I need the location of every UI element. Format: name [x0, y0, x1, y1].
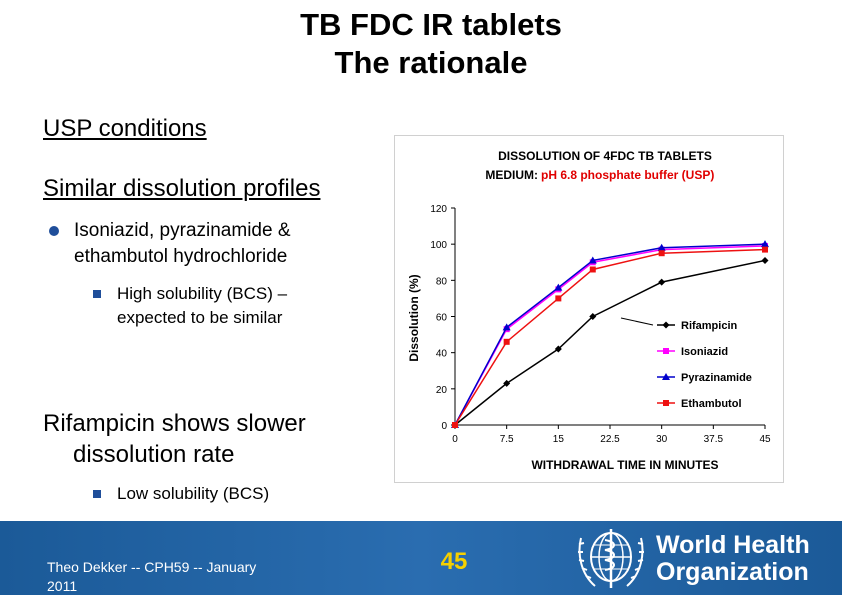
heading-line: dissolution rate — [73, 441, 235, 468]
chart-y-tick-label: 20 — [435, 384, 447, 396]
heading-similar-profiles: Similar dissolution profiles — [43, 175, 321, 202]
chart-y-tick-label: 100 — [430, 240, 447, 252]
chart-medium-value: pH 6.8 phosphate buffer (USP) — [541, 168, 715, 182]
chart-data-point — [663, 348, 669, 354]
chart-legend-label: Ethambutol — [681, 398, 742, 410]
chart-data-point — [762, 247, 768, 253]
slide-title-line2: The rationale — [334, 45, 528, 80]
bullet-line: ethambutol hydrochloride — [74, 246, 288, 267]
footer-author — [47, 558, 256, 596]
chart-legend-label: Rifampicin — [681, 320, 738, 332]
bullet-line: Isoniazid, pyrazinamide & — [74, 220, 291, 241]
chart-x-tick-label: 37.5 — [703, 434, 724, 445]
bullet-dot-icon — [49, 226, 59, 236]
chart-x-tick-label: 0 — [452, 434, 458, 445]
sub-bullet-low-solubility: Low solubility (BCS) — [117, 484, 270, 503]
chart-y-tick-label: 40 — [435, 348, 447, 360]
bullet-item-drugs — [74, 218, 291, 270]
sub-bullet-square-icon — [93, 290, 101, 298]
chart-legend-label: Isoniazid — [681, 346, 729, 358]
sub-bullet-line: expected to be similar — [117, 308, 283, 327]
slide-title — [0, 6, 842, 82]
chart-data-point — [590, 266, 596, 272]
chart-plot-area — [430, 204, 771, 445]
chart-x-tick-label: 30 — [656, 434, 668, 445]
dissolution-chart-panel — [394, 135, 784, 483]
chart-data-point — [555, 295, 561, 301]
chart-data-point — [659, 250, 665, 256]
chart-x-tick-label: 22.5 — [600, 434, 620, 445]
chart-title-line1: DISSOLUTION OF 4FDC TB TABLETS — [498, 149, 712, 163]
chart-medium-label: MEDIUM: — [485, 168, 538, 182]
chart-data-point — [663, 322, 670, 329]
chart-y-tick-label: 0 — [441, 421, 447, 432]
chart-x-tick-label: 15 — [552, 434, 564, 445]
chart-x-tick-label: 45 — [759, 434, 771, 445]
chart-data-point — [663, 400, 669, 406]
dissolution-chart — [395, 136, 783, 482]
chart-legend — [621, 318, 752, 410]
footer-author-line2: 2011 — [47, 578, 78, 594]
chart-y-tick-label: 60 — [435, 312, 447, 324]
chart-y-axis-label: Dissolution (%) — [407, 274, 421, 362]
sub-bullet-square-icon — [93, 490, 101, 498]
chart-data-point — [762, 257, 769, 264]
chart-data-point — [658, 279, 665, 286]
page-number: 45 — [440, 548, 468, 575]
chart-y-tick-label: 80 — [435, 276, 447, 288]
who-name-line1: World Health — [656, 531, 810, 559]
chart-data-point — [452, 422, 458, 428]
who-organization-name — [656, 532, 810, 586]
chart-data-point — [504, 339, 510, 345]
heading-usp-conditions: USP conditions — [43, 115, 207, 142]
chart-x-tick-label: 7.5 — [499, 434, 514, 445]
chart-legend-label: Pyrazinamide — [681, 372, 752, 384]
sub-bullet-line: High solubility (BCS) – — [117, 284, 288, 303]
chart-y-tick-label: 120 — [430, 204, 447, 215]
footer-author-line1: Theo Dekker -- CPH59 -- January — [47, 559, 257, 575]
sub-bullet-high-solubility — [117, 282, 287, 330]
who-emblem-icon — [573, 524, 649, 594]
heading-line: Rifampicin shows slower — [43, 410, 306, 437]
chart-x-axis-label: WITHDRAWAL TIME IN MINUTES — [531, 458, 719, 472]
who-name-line2: Organization — [656, 558, 809, 586]
heading-rifampicin-slower — [43, 408, 306, 470]
slide-title-line1: TB FDC IR tablets — [300, 7, 562, 42]
chart-legend-leader — [621, 318, 653, 325]
